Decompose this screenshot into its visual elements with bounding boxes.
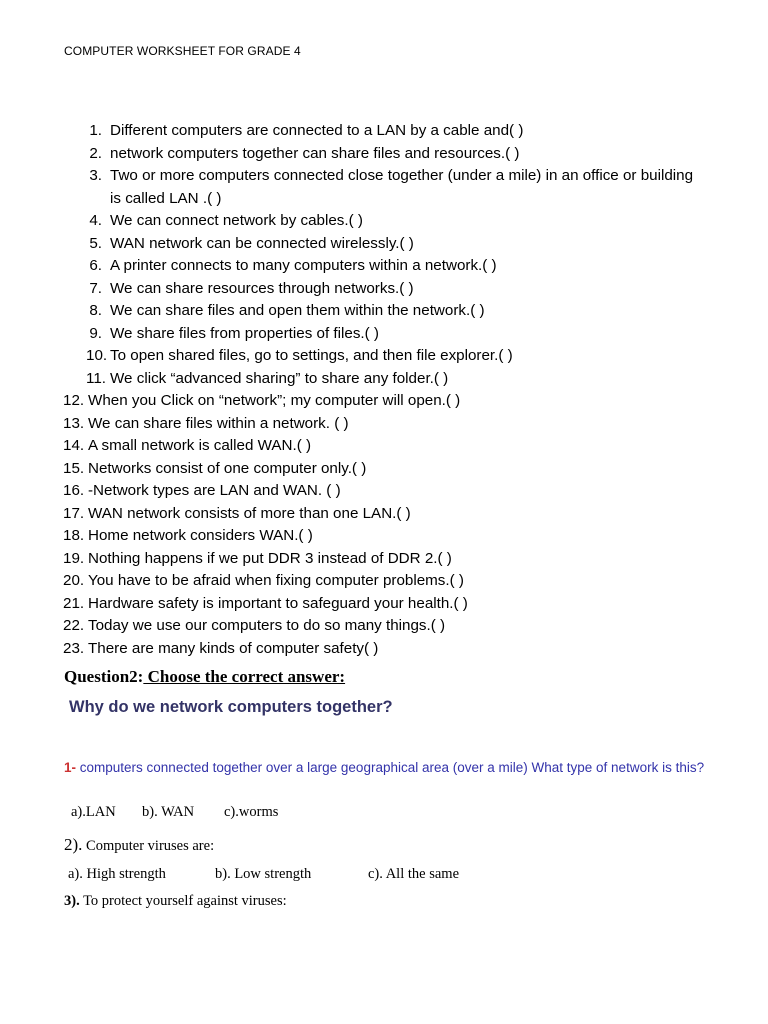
list-item-text: WAN network consists of more than one LAN.( ) bbox=[88, 504, 411, 522]
list-item-number: 10. bbox=[86, 347, 108, 364]
list-item bbox=[0, 143, 768, 166]
list-item-number: 23. bbox=[63, 639, 85, 657]
question2-title: Choose the correct answer: bbox=[143, 667, 346, 686]
list-item bbox=[0, 435, 768, 458]
list-item-text: We click “advanced sharing” to share any folder.( ) bbox=[110, 369, 449, 387]
mc-q2-option-b: b). Low strength bbox=[215, 866, 312, 882]
list-item-text: -Network types are LAN and WAN. ( ) bbox=[88, 482, 341, 499]
list-item-text: We can share files within a network. ( ) bbox=[88, 414, 349, 432]
list-item bbox=[0, 480, 768, 503]
mc-q2-option-a: a). High strength bbox=[68, 866, 166, 882]
list-item-number: 7. bbox=[89, 279, 102, 297]
list-item-number: 15. bbox=[63, 459, 85, 477]
list-item-text: A small network is called WAN.( ) bbox=[88, 437, 312, 454]
mc-question-3 bbox=[64, 893, 287, 910]
list-item-number: 11. bbox=[86, 369, 106, 387]
list-item-text: A printer connects to many computers within a network.( ) bbox=[110, 257, 497, 274]
list-item bbox=[0, 503, 768, 526]
mc-q1-option-c: c).worms bbox=[224, 804, 279, 820]
list-item-number: 19. bbox=[63, 549, 85, 567]
mc-question-2-options bbox=[68, 866, 459, 883]
section-title: Why do we network computers together? bbox=[69, 698, 393, 716]
list-item bbox=[0, 390, 768, 413]
mc-q1-option-a: a).LAN bbox=[71, 804, 116, 820]
list-item-number: 2. bbox=[89, 144, 102, 162]
list-item bbox=[0, 525, 768, 548]
list-item-number: 8. bbox=[89, 302, 102, 319]
worksheet-header: COMPUTER WORKSHEET FOR GRADE 4 bbox=[64, 44, 301, 58]
list-item-text: When you Click on “network”; my computer will open.( ) bbox=[88, 392, 461, 409]
mc-question-2-number: 2). bbox=[64, 835, 83, 854]
list-item-number: 16. bbox=[63, 482, 85, 499]
mc-question-1-text: computers connected together over a large geographical area (over a mile) What type of network is this? bbox=[76, 760, 705, 775]
list-item-number: 4. bbox=[89, 212, 102, 229]
list-item-text: We can share files and open them within the network.( ) bbox=[110, 302, 485, 319]
mc-question-2 bbox=[64, 835, 214, 855]
mc-question-1-options bbox=[71, 804, 278, 821]
list-item bbox=[0, 300, 768, 323]
list-item-number: 3. bbox=[89, 167, 102, 184]
list-item-number: 21. bbox=[63, 594, 85, 612]
list-item-text: WAN network can be connected wirelessly.( ) bbox=[110, 234, 414, 252]
list-item-number: 18. bbox=[63, 527, 85, 544]
list-item-text: Nothing happens if we put DDR 3 instead of DDR 2.( ) bbox=[88, 549, 452, 567]
list-item-number: 6. bbox=[89, 257, 102, 274]
list-item bbox=[0, 548, 768, 571]
list-item-text: Hardware safety is important to safeguard your health.( ) bbox=[88, 594, 468, 612]
list-item-number: 13. bbox=[63, 414, 85, 432]
mc-question-3-text: To protect yourself against viruses: bbox=[79, 893, 287, 909]
list-item-text: We share files from properties of files.( ) bbox=[110, 324, 379, 342]
mc-q2-option-c: c). All the same bbox=[368, 866, 460, 882]
mc-q1-option-b: b). WAN bbox=[142, 804, 195, 820]
list-item-text: To open shared files, go to settings, and then file explorer.( ) bbox=[110, 347, 513, 364]
list-item bbox=[0, 345, 768, 368]
list-item-text: You have to be afraid when fixing computer problems.( ) bbox=[88, 572, 464, 589]
list-item bbox=[0, 210, 768, 233]
question2-heading bbox=[64, 667, 363, 687]
list-item-text: Different computers are connected to a LAN by a cable and( ) bbox=[110, 122, 524, 139]
list-item-text: We can share resources through networks.( ) bbox=[110, 279, 414, 297]
mc-question-1-number: 1- bbox=[64, 760, 77, 775]
question2-label: Question2: bbox=[64, 667, 144, 686]
mc-question-1 bbox=[64, 759, 714, 776]
list-item bbox=[0, 233, 768, 256]
list-item-number: 17. bbox=[63, 504, 85, 522]
list-item bbox=[0, 413, 768, 436]
list-item bbox=[0, 458, 768, 481]
list-item bbox=[0, 323, 768, 346]
list-item-text: Networks consist of one computer only.( ) bbox=[88, 459, 367, 477]
list-item bbox=[0, 593, 768, 616]
list-item-number: 22. bbox=[63, 617, 85, 634]
list-item-text: There are many kinds of computer safety( ) bbox=[88, 639, 379, 657]
list-item bbox=[0, 165, 768, 210]
list-item bbox=[0, 255, 768, 278]
list-item bbox=[0, 120, 768, 143]
list-item-text: Home network considers WAN.( ) bbox=[88, 527, 313, 544]
list-item bbox=[0, 278, 768, 301]
list-item-text: We can connect network by cables.( ) bbox=[110, 212, 363, 229]
list-item-number: 9. bbox=[89, 324, 102, 342]
list-item bbox=[0, 615, 768, 638]
list-item-number: 20. bbox=[63, 572, 85, 589]
list-item-text: Today we use our computers to do so many things.( ) bbox=[88, 617, 446, 634]
mc-question-3-number: 3). bbox=[64, 893, 80, 909]
list-item-number: 14. bbox=[63, 437, 85, 454]
list-item-text: network computers together can share files and resources.( ) bbox=[110, 144, 520, 162]
list-item-number: 1. bbox=[89, 122, 102, 139]
list-item bbox=[0, 368, 768, 391]
list-item bbox=[0, 570, 768, 593]
list-item-number: 12. bbox=[63, 392, 85, 409]
true-false-list bbox=[0, 120, 768, 660]
mc-question-2-text: Computer viruses are: bbox=[82, 838, 215, 854]
list-item-text: Two or more computers connected close together (under a mile) in an office or building is called LAN .( ) bbox=[110, 167, 694, 207]
list-item bbox=[0, 638, 768, 661]
list-item-number: 5. bbox=[89, 234, 102, 252]
